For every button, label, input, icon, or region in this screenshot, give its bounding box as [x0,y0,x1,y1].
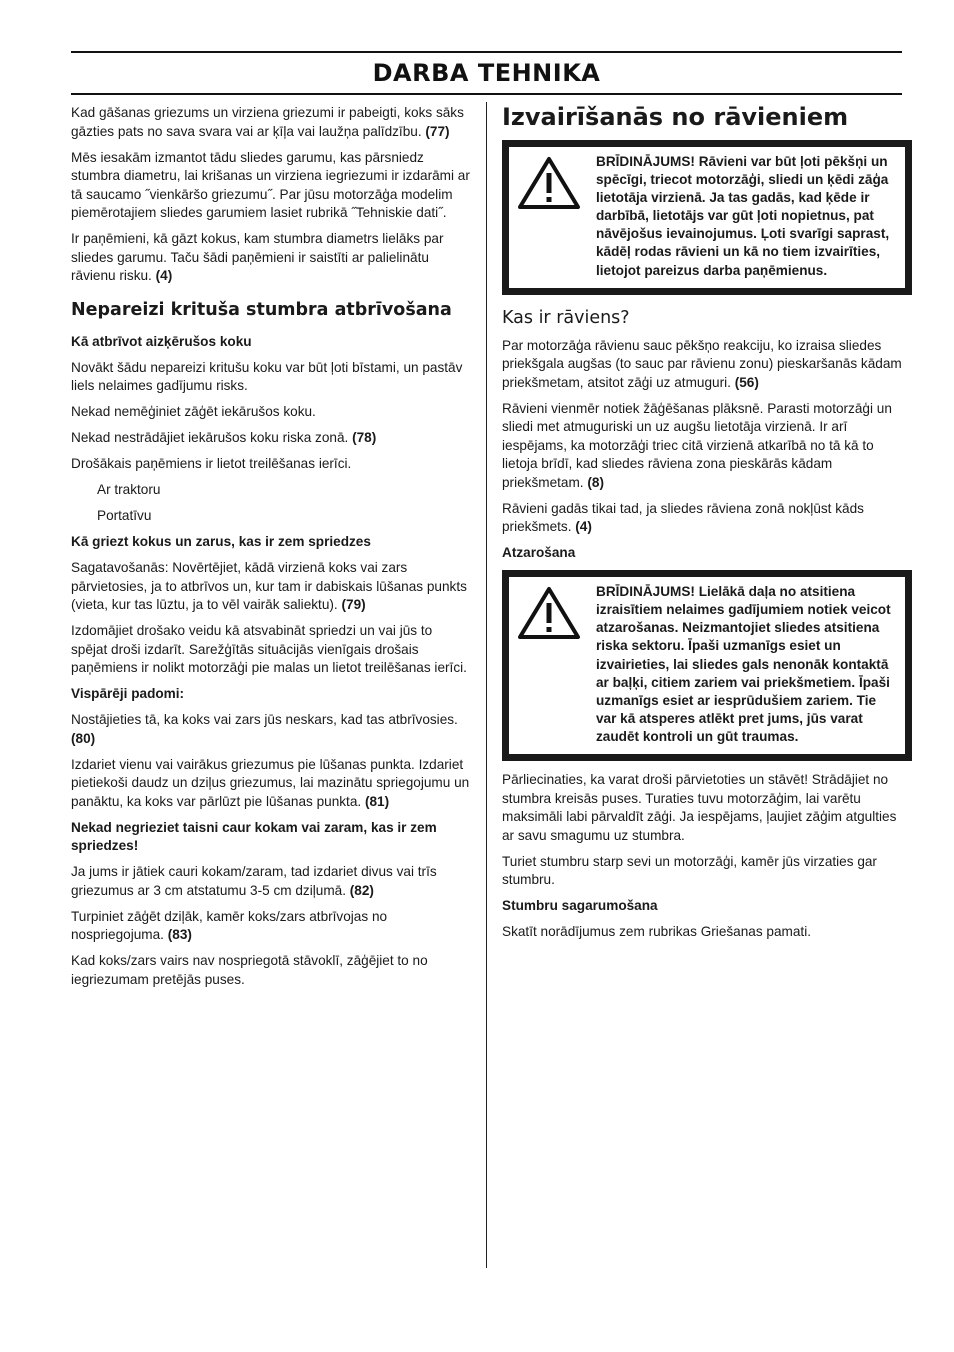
right-column [502,104,912,949]
header-rule-bottom [71,93,902,95]
figure-ref: (78) [352,430,377,445]
paragraph: Mēs iesakām izmantot tādu sliedes garumu, kas pārsniedz stumbra diametru, lai krišanas un virziena iegriezumi ir izdarāmi ar tā saucamo ˝vienkāršo griezumu˝. Par jūsu motorzāģa modelim piemērotajiem sliedes garumiem lasiet rubrikā ˝Tehniskie dati˝. [71,149,470,220]
paragraph: Nostājieties tā, ka koks vai zars jūs neskars, kad tas atbrīvosies. (80) [71,712,458,746]
figure-ref: (82) [349,882,374,898]
main-heading: Izvairīšanās no rāvieniem [502,103,849,131]
paragraph: Pārliecinaties, ka varat droši pārvietoties un stāvēt! Strādājiet no stumbra kreisās puses. Turaties tuvu motorzāģim, lai varētu maksimāli labi pārvaldīt zāģi. Ja iespējams, ļaujiet zāģim atgulties ar savu smagumu uz stumbra. [502,772,897,843]
subheading: Vispārēji padomi: [71,686,185,701]
paragraph: Turiet stumbru starp sevi un motorzāģi, kamēr jūs virzaties gar stumbru. [502,853,877,887]
paragraph: Izdomājiet drošako veidu kā atsvabināt spriedzi un vai jūs to spējat droši izdarīt. Sarežģītās situācijās vienīgais drošais paņēmiens ir nolikt motorzāģi pie malas un lietot treilēšanas ierīci. [71,623,467,675]
warning-triangle-icon [517,155,581,216]
column-divider [486,102,487,1268]
paragraph: Rāvieni gadās tikai tad, ja sliedes rāviena zonā nokļūst kāds priekšmets. (4) [502,500,864,535]
figure-ref: (8) [587,474,604,490]
figure-ref: (83) [167,927,192,942]
list-item: Portatīvu [97,508,152,523]
paragraph: Turpiniet zāģēt dziļāk, kamēr koks/zars atbrīvojas no nospriegojuma. (83) [71,908,388,942]
paragraph: Ir paņēmieni, kā gāzt kokus, kam stumbra diametrs lielāks par sliedes garumu. Taču šādi paņēmieni ir saistīti ar palielinātu rāvienu risku. (4) [71,231,444,283]
warning-text: BRĪDINĀJUMS! Rāvieni var būt ļoti pēkšņi un spēcīgi, triecot motorzāģi, sliedi un ķēdi zāģa lietotāja virzienā. Ja tas gadās, kad ķēde ir darbībā, lietotājs var gūt ļoti nopietnus, pat nāvējošus ievainojumus. Ļoti svarīgi saprast, kādēļ rodas rāvieni un kā no tiem izvairīties, lietojot pareizus darba paņēmienus. [596,154,890,278]
warning-box [502,140,912,295]
figure-ref: (81) [364,793,390,809]
warning-triangle-icon [517,585,581,646]
subheading: Kā griezt kokus un zarus, kas ir zem spriedzes [71,534,371,549]
paragraph: Kad gāšanas griezums un virziena griezumi ir pabeigti, koks sāks gāzties pats no sava svara vai ar ķīļa vai laužņa palīdzību. (77) [71,105,464,139]
warning-box [502,570,912,761]
paragraph: Drošākais paņēmiens ir lietot treilēšanas ierīci. [71,456,352,471]
subheading: Kā atbrīvot aizķērušos koku [71,333,252,349]
figure-ref: (80) [71,730,96,746]
figure-ref: (4) [575,519,592,535]
warning-text: BRĪDINĀJUMS! Lielākā daļa no atsitiena izraisītiem nelaimes gadījumiem notiek veicot atzarošanas. Neizmantojiet sliedes atsitiena riska sektoru. Īpaši uzmanīgs esiet un izvairieties, lai sliedes gals nenonāk kontaktā ar baļķi, citiem zariem vai priekšmetiem. Īpaši uzmanīgs esiet ar iesprūdušiem zariem. Tie var kā atsperes atlēkt pret jums, jūs varat zaudēt kontroli un gūt traumas. [596,584,891,744]
page-title: DARBA TEHNIKA [372,59,601,87]
paragraph: Izdariet vienu vai vairākus griezumus pie lūšanas punkta. Izdariet pietiekoši daudz un dziļus griezumus, lai mazinātu spriegojumu un panāktu, ka koks var pārlūzt pie lūšanas punkta. (81) [71,756,470,809]
subheading: Atzarošana [502,545,576,561]
paragraph: Skatīt norādījumus zem rubrikas Griešanas pamati. [502,924,812,939]
subheading: Stumbru sagarumošana [502,898,658,913]
list-item: Ar traktoru [97,482,161,497]
paragraph: Nekad nestrādājiet iekārušos koku riska zonā. (78) [71,430,377,445]
paragraph: Nekad nemēģiniet zāģēt iekārušos koku. [71,404,316,419]
figure-ref: (56) [734,374,759,390]
paragraph: Ja jums ir jātiek cauri kokam/zaram, tad izdariet divus vai trīs griezumus ar 3 cm atstatumu 3-5 cm dziļumā. (82) [71,864,437,898]
paragraph: Kad koks/zars vairs nav nospriegotā stāvoklī, zāģējiet to no iegriezumam pretējās puses. [71,953,428,987]
paragraph: Par motorzāģa rāvienu sauc pēkšņo reakciju, ko izraisa sliedes priekšgala augšas (to sauc par rāvienu zonu) pieskaršanās kādam priekšmetam, atsitot zāģi uz atmuguri. (56) [502,337,902,390]
left-column [71,104,471,997]
paragraph: Rāvieni vienmēr notiek žāģēšanas plāksnē. Parasti motorzāģi un sliedi met atmuguriski un uz augšu lietotāja virzienā. Ir arī iespējams, ka motorzāģi triec citā virzienā atkarībā no tā kā to lietoja brīdī, kad sliedes rāviena zona pieskārās kādam priekšmetam. (8) [502,400,892,490]
figure-ref: (79) [341,597,366,612]
paragraph: Novākt šādu nepareizi kritušu koku var būt ļoti bīstami, un pastāv liels nelaimes gadījumu risks. [71,359,463,393]
section-heading: Kas ir rāviens? [502,307,630,328]
warning-paragraph: Nekad negrieziet taisni caur kokam vai zaram, kas ir zem spriedzes! [71,819,437,853]
header-rule-top [71,51,902,53]
figure-ref: (4) [155,268,173,283]
paragraph: Sagatavošanās: Novērtējiet, kādā virzienā koks vai zars pārvietosies, ja to atbrīvos un, kur tam ir dabiskais lūšanas punkts (vieta, kur tas lūztu, ja to vēl vairāk saliektu). (79) [71,560,467,612]
figure-ref: (77) [425,123,450,139]
section-heading: Nepareizi krituša stumbra atbrīvošana [71,299,452,320]
